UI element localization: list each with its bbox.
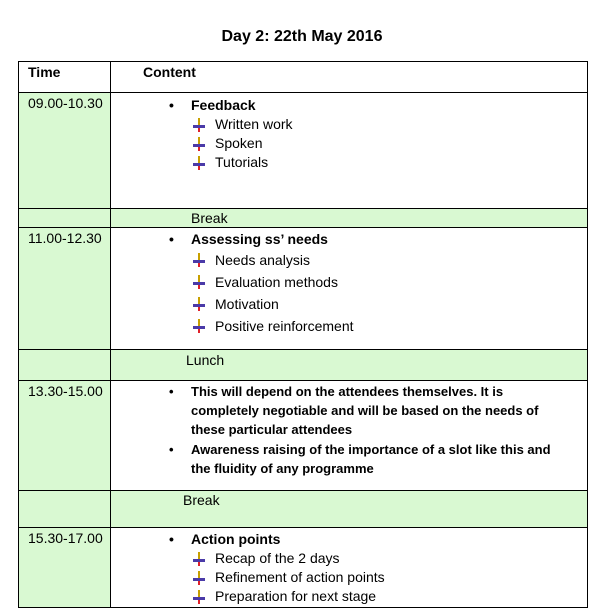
page-title: Day 2: 22th May 2016 — [221, 28, 383, 45]
table-row — [19, 93, 588, 209]
content-cell — [111, 228, 588, 350]
bullet-item — [111, 382, 587, 439]
bullet-item — [111, 440, 587, 478]
time-cell: 15.30-17.00 — [19, 528, 111, 608]
bullet-text: Feedback — [191, 97, 256, 113]
lunch-label: Lunch — [186, 352, 225, 368]
sub-item — [111, 153, 587, 172]
break-row — [19, 491, 588, 528]
push-pin-icon — [192, 552, 206, 566]
table-row — [19, 381, 588, 491]
bullet-text-line: the fluidity of any programme — [191, 461, 374, 476]
bullet-text-line: Awareness raising of the importance of a slot like this and — [191, 442, 551, 457]
bullet-dot-icon: • — [169, 231, 174, 247]
sub-item — [111, 134, 587, 153]
bullet-text-line: completely negotiable and will be based on the needs of — [191, 403, 539, 418]
sub-item — [111, 115, 587, 134]
sub-item — [111, 549, 587, 568]
schedule-table — [18, 61, 588, 608]
time-cell — [19, 491, 111, 528]
push-pin-icon — [192, 297, 206, 311]
time-cell — [19, 209, 111, 228]
push-pin-icon — [192, 571, 206, 585]
table-row — [19, 528, 588, 608]
push-pin-icon — [192, 319, 206, 333]
break-cell — [111, 350, 588, 381]
break-cell — [111, 491, 588, 528]
content-cell — [111, 528, 588, 608]
bullet-item — [111, 529, 587, 549]
sub-item-label: Positive reinforcement — [215, 318, 354, 334]
bullet-text-line: This will depend on the attendees themselves. It is — [191, 384, 504, 399]
sub-item-label: Preparation for next stage — [215, 588, 377, 604]
bullet-text: Assessing ss’ needs — [191, 231, 328, 247]
bullet-dot-icon: • — [169, 531, 174, 547]
sub-item-label: Evaluation methods — [215, 274, 338, 290]
bullet-text: Action points — [191, 531, 281, 547]
content-cell — [111, 93, 588, 209]
time-cell: 11.00-12.30 — [19, 228, 111, 350]
sub-item-label: Refinement of action points — [215, 569, 385, 585]
header-row — [19, 62, 588, 93]
break-label: Break — [183, 492, 220, 508]
sub-item-label: Needs analysis — [215, 252, 310, 268]
bullet-text-line: these particular attendees — [191, 422, 353, 437]
time-cell: 09.00-10.30 — [19, 93, 111, 209]
bullet-item — [111, 229, 587, 249]
bullet-dot-icon: • — [169, 384, 174, 399]
push-pin-icon — [192, 156, 206, 170]
push-pin-icon — [192, 118, 206, 132]
sub-item-label: Recap of the 2 days — [215, 550, 340, 566]
sub-item-label: Tutorials — [215, 154, 269, 170]
sub-item-label: Motivation — [215, 296, 279, 312]
bullet-dot-icon: • — [169, 442, 174, 457]
break-row — [19, 209, 588, 228]
sub-item — [111, 293, 587, 315]
time-cell: 13.30-15.00 — [19, 381, 111, 491]
break-label: Break — [191, 210, 228, 226]
push-pin-icon — [192, 253, 206, 267]
time-cell — [19, 350, 111, 381]
push-pin-icon — [192, 275, 206, 289]
header-time: Time — [19, 62, 111, 93]
bullet-dot-icon: • — [169, 97, 174, 113]
sub-item — [111, 568, 587, 587]
sub-item — [111, 315, 587, 337]
content-cell — [111, 381, 588, 491]
break-cell — [111, 209, 588, 228]
header-content: Content — [111, 62, 588, 93]
sub-item — [111, 587, 587, 606]
table-row — [19, 228, 588, 350]
break-row — [19, 350, 588, 381]
sub-item — [111, 271, 587, 293]
sub-item-label: Spoken — [215, 135, 263, 151]
sub-item — [111, 249, 587, 271]
push-pin-icon — [192, 137, 206, 151]
push-pin-icon — [192, 590, 206, 604]
bullet-item — [111, 95, 587, 115]
sub-item-label: Written work — [215, 116, 293, 132]
